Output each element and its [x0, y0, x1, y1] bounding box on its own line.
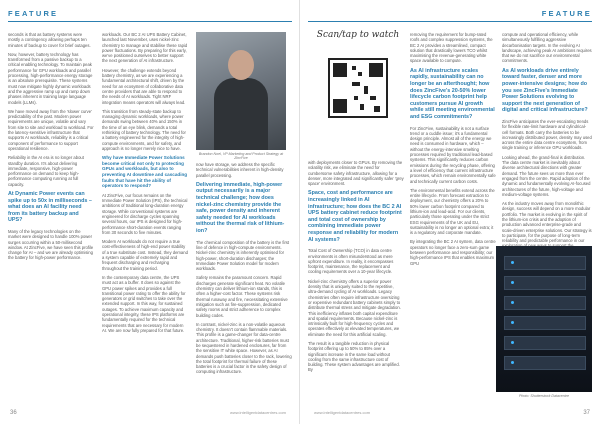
page-number: 37: [583, 410, 590, 416]
scan-label: Scan/tap to watch: [316, 30, 400, 40]
paragraph: For ZincFive, sustainability is not a surface trend or a cuddle issue; it's a fundamental design principle. Almost all of the energy we need is consumed in hardware, which – without the energy-intensive smelting processes required by traditional lead-based systems. This significantly reduces carbon emissions during the recycling phase, offering a level of efficiency that current infrastructure processes, which remain environmentally safe and technically current carbon costs.: [410, 125, 496, 184]
paragraph: This transition from steady-state backup to managing dynamic workloads, where power demands swing between 40% and 150% in the time of an eye blink, demands a total rethinking of battery technology. The need for a battery engineered for the integrity of high-compute environments, and for safety, and approach is no longer merely nice to have.: [102, 108, 186, 151]
paragraph: In the contemporary data centre, the UPS must act as a buffer. It does so against the GPU power spikes and provides a full transitional power rating to offer the ability for generators or grid switches to take over the extended support. In this way, for sustained outages. To achieve maximum capacity and operational integrity, these IPS platforms are fundamentally required for the technical requirements that are necessary for modern AI. We are now fully prepared for that future.: [102, 274, 186, 333]
paragraph: The result is a tangible reduction in physical footprint offering up to 50% to 85% over a significant increase in the same load without cooling from the same infrastructure cost of building. These system advantages are amplified. By: [308, 340, 400, 373]
portrait-photo: [196, 32, 286, 150]
page-number: 36: [10, 410, 17, 416]
paragraph: Looking ahead, the grand-final is distribution. The data centre market is inevitably about diverse architectural directions with greater demand. The future sees us more than ever engaged from the centre. Rapid adoption of the dynamic and fundamentally evolving AI-focused architectures of the future, high-voltage and medium-voltage systems.: [502, 154, 591, 197]
paragraph: As the industry moves away from monolithic design, success will depend on a more modular portfolio. The market is evolving in the spirit of the lithium-ion crisis and the adoption of production advanced enterprise-grade and scale-driven enterprise solutions. Our strategy is to participate, for the purpose of long-term reliability and predictable performance in our: [502, 201, 592, 244]
qr-module: [364, 86, 368, 94]
paragraph: Total Cost of Ownership (TCO) in data centre environments is often misunderstood as mere upfront expenditure. In reality, it encompasses footprint, maintenance, the replacement and cooling requirements over a 10-year lifecycle.: [308, 248, 394, 275]
question-heading: As AI workloads drive entirely toward faster, denser and more power-intensive designs; how do you see ZincFive's Immediate Power Solutions evolving to support the next generation of digital and critical infrastructure?: [502, 67, 588, 114]
left-column-1: [8, 32, 94, 265]
qr-finder: [333, 63, 347, 77]
qr-module: [354, 96, 358, 100]
paragraph: removing the requirement for bump-rated roofs and complex suppression systems, the BC 2 AI provides a streamlined, compact solution that drastically lowers TCO whilst maximising the revenue-generating white space available to compute.: [410, 32, 493, 64]
paragraph: workloads. Our BC 2 AI UPS Battery Cabinet, launched last November, uses nickel-zinc chemistry to manage and stabilise these rapid power fluctuations. By preparing for this early, we've positioned ourselves to better support the next generation of AI infrastructure.: [102, 32, 188, 64]
right-page: [300, 0, 600, 424]
paragraph: However, the challenge extends beyond battery chemistry, as we are experiencing a fundamental architectural shift, driven by the need for an ecosystem of collaborative data centre providers that are able to respond to the needs of AI workloads. Tight NRF integration means operators will always lead.: [102, 67, 186, 105]
left-column-3: [196, 162, 292, 379]
paragraph: Many of the legacy technologies on the market were designed to handle 100% power surges occurring within a 50-millisecond window. At ZincFive, we have seen this profile change for AI – and we are already optimising the battery for high-power performance.: [8, 228, 94, 261]
paragraph: compute and operational efficiency, while simultaneously fulfilling aggressive decarbonisation targets. In the evolving AI landscape, achieving peak AI ambitions requires that we do not sacrifice our environmental commitments.: [502, 32, 592, 64]
section-header: FEATURE: [541, 9, 592, 18]
right-column-3: [502, 32, 592, 258]
section-header: FEATURE: [8, 9, 59, 18]
portrait-head: [228, 50, 254, 80]
led: [511, 301, 514, 304]
question-heading: At Dynamic Power events can spike up to 50x in milliseconds – what does an AI facility need from its battery backup and UPS?: [8, 191, 92, 224]
paragraph: The environmental benefits extend across the entire lifecycle. From forecast extraction to deployment, our chemistry offers a 20% to 50% lower carbon footprint compared to lithium-ion and lead-acid. For our clients, particularly those operating under the strict ESG requirements of the UK and EU, sustainability is no longer an optional extra; it is a regulatory and corporate mandate.: [410, 187, 495, 236]
datacentre-photo: [496, 246, 592, 392]
paragraph: Reliability in the AI era is no longer about standby duration. It's about delivering immediate, responsive, high-power performance on demand to keep high-performance computing running at full capacity.: [8, 155, 84, 187]
paragraph: Now, however, battery technology has transformed from a passive backup to a critical enabling technology. To maintain peak performance for GPU workloads and parallel processing, high-performance energy storage is an absolute prerequisite. These systems must now mitigate highly dynamic workloads and the aggressive ramp up and ramp down phases inherent in training large language models (LLMs).: [8, 51, 93, 105]
right-column-1: [308, 160, 404, 377]
qr-finder: [369, 63, 383, 77]
qr-module: [358, 72, 362, 76]
qr-module: [352, 66, 356, 70]
question-heading: Why have Immediate Power Solutions become critical not only to protecting GPUs and workloads, but also to preventing AI downtime and cascading faults that have hit the ability of operators to respond?: [102, 155, 188, 189]
server-rack: [504, 296, 586, 310]
qr-module: [352, 82, 360, 86]
qr-module: [374, 106, 380, 112]
led: [511, 361, 514, 364]
qr-panel[interactable]: [308, 28, 408, 158]
qr-finder: [333, 99, 347, 113]
qr-module: [370, 96, 376, 100]
paragraph: In contrast, nickel-zinc is a non-volatile aqueous chemistry. It doesn't contain flammable materials. This profile is a game-changer for data-centre architecture. Traditional, higher-risk batteries must be sequestered in hardened enclosures, far from the sensitive IT white space. However, as AI demands push batteries closer to the rack, lowering the total footprint for thermal failure of these batteries is a crucial factor in the safety design of computing infrastructure.: [196, 321, 292, 375]
photo-caption: Brandon Noel, VP Marketing and Product Strategy at ZincFive: [198, 152, 284, 161]
paragraph: ZincFive anticipates the ever-escalating trends for flexible rate-limit hardware and cylindrical-cell formats. Both carry the batteries to be increasingly distributed power, density may used across the entire data centre ecosystem, from single training or inference GPU workloads.: [502, 118, 592, 151]
led: [511, 261, 514, 264]
server-rack: [504, 356, 586, 370]
qr-module: [360, 104, 364, 110]
paragraph: By integrating the BC 2 AI system, data centre operators no longer face a zero-sum game between performance and responsibility; our high-performance IPS that enables maximum GPU: [410, 239, 496, 266]
led: [511, 341, 514, 344]
paragraph: Modern AI workloads do not require a true cost-effectiveness of high-end power stability of a true substitute cost. Instead, they demand a system capable of extremely rapid and frequent discharging and recharging throughout the training period.: [102, 239, 188, 271]
paragraph: with deployments closer to GPUs. By removing the volatility risk, we eliminate the need for cumbersome safety infrastructure, allowing for a denser, more integrated and significantly safer 'grey space' environment.: [308, 160, 404, 187]
paragraph: seconds is that as battery systems were mostly a contingency allowing perhaps ten minutes of backup to cover for brief outages.: [8, 32, 91, 48]
paragraph: We have moved away from the 'slower curve' predictability of the past. Modern power requirements are unique, volatile and vary from site to site and workload to workload. For the latency-sensitive infrastructure that supports AI workloads, reliability is a critical component of performance to support operational resilience.: [8, 108, 94, 151]
paragraph: Nickel-zinc chemistry offers a superior power density that is uniquely suited to the repetitive, ultra-demand cycling of AI workloads. Legacy chemistries often require infrastructure oversizing or expensive redundant battery cabinets simply to distribute thermal stress and mitigate degradation. This inefficiency inflates both capital expenditure and spatial requirements. Because nickel-zinc is intrinsically built for high-frequency cycles and operates effectively at elevated temperatures, we eliminate the need for this artificial scaling.: [308, 278, 401, 337]
footer-url[interactable]: www.intelligentdatacentres.com: [229, 410, 286, 415]
right-column-2: [410, 32, 496, 270]
server-rack: [504, 276, 586, 290]
footer-url[interactable]: www.intelligentdatacentres.com: [314, 410, 371, 415]
photo-caption: Photo: Shutterstock Datacentre: [519, 394, 569, 398]
paragraph: At ZincFive, our focus remains on the Immediate Power Solution (IPS), the technical ambitions of traditional long-duration energy storage. While conventional systems are engineered for discharge cycles spanning several hours, our IPS is designed for high-performance short-duration events ranging from 30 seconds to five minutes.: [102, 192, 188, 235]
left-column-2: [102, 32, 188, 337]
paragraph: now have storage, we address the specific technical vulnerabilities inherent in high-density parallel processing.: [196, 162, 284, 178]
portrait-body: [214, 78, 268, 150]
server-rack: [504, 256, 586, 270]
question-heading: As AI infrastructure scales rapidly, sustainability can no longer be an afterthought; how does ZincFive's 20-50% lower lifecycle carbon footprint help customers pursue AI growth while still meeting environmental and ESG commitments?: [410, 67, 495, 120]
qr-code-icon[interactable]: [328, 58, 388, 118]
paragraph: The chemical composition of the battery is the first line of defence in high-compute environments. Nickel-zinc chemistry is inherently optimised for high-power, short-duration discharges; the Immediate Power Solution model for modern workloads.: [196, 239, 290, 272]
header-rule: [8, 21, 292, 22]
led: [511, 321, 514, 324]
question-heading: Delivering immediate, high-power output necessarily is a major technical challenge; how does nickel-zinc chemistry provide the safe, power density and inherent safety needed for AI workloads without the thermal risk of lithium-ion?: [196, 181, 285, 235]
led: [511, 281, 514, 284]
header-rule: [308, 21, 592, 22]
server-rack: [504, 316, 586, 330]
question-heading: Space, cost and performance are increasingly linked in AI infrastructure; how does the BC 2 AI UPS battery cabinet reduce footprint and total cost of ownership by combining immediate power response and reliability for modern AI systems?: [308, 190, 402, 243]
paragraph: Safety remains the paramount concern. Rapid discharges generate significant heat. No volatile chemistry can deliver lithium-ion stands, this is often a higher-cost factor. These systems risk thermal runaway and fire, necessitating extensive mitigation such as fire-suppression, dedicated safety rooms and strict adherence to complex building codes.: [196, 275, 288, 318]
server-rack: [504, 336, 586, 350]
